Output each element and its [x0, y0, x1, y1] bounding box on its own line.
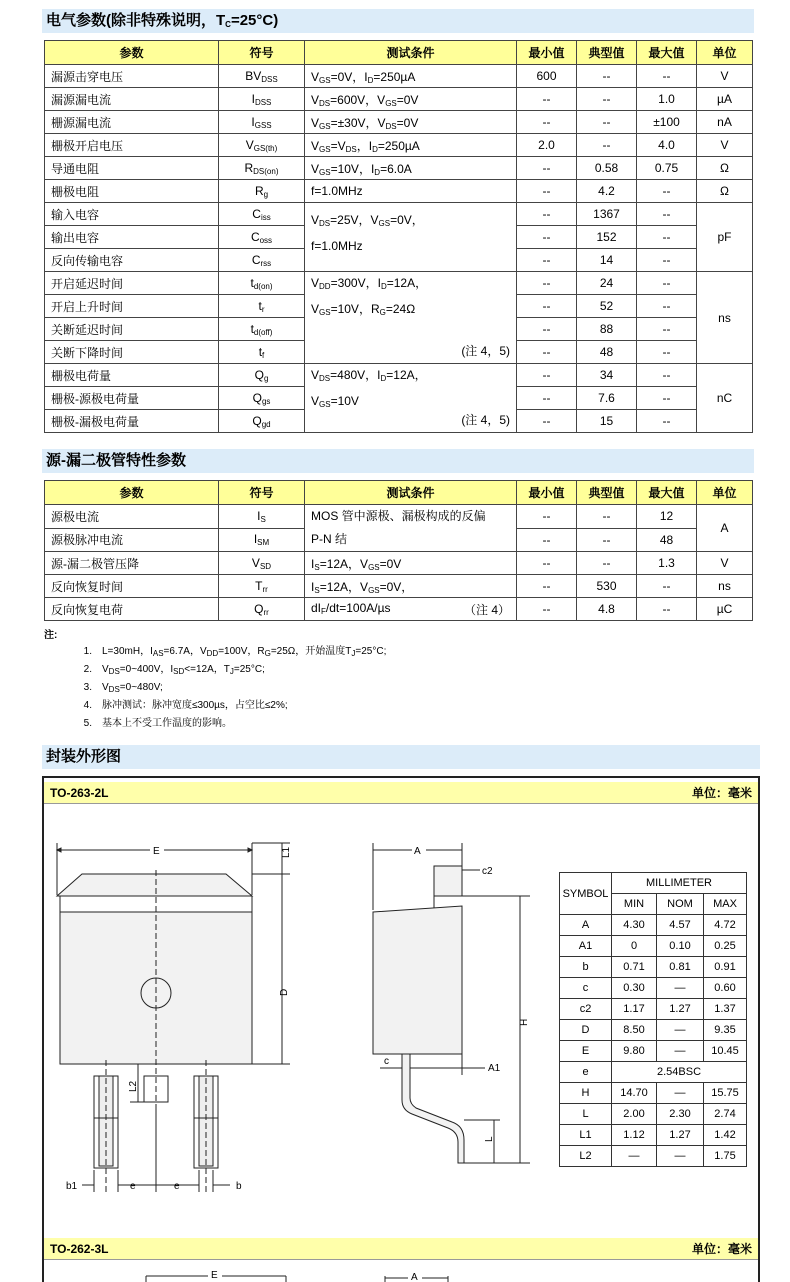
min-cell: -- — [517, 528, 577, 552]
typ-cell: 1367 — [577, 203, 637, 226]
dim-symbol: H — [560, 1083, 612, 1104]
symbol-cell: $t_f$ — [219, 341, 305, 364]
label-L2: L2 — [128, 1080, 139, 1092]
dim-value: 2.74 — [704, 1104, 747, 1125]
dim-symbol: c — [560, 978, 612, 999]
unit-cell: Ω — [697, 157, 753, 180]
dim-symbol: L — [560, 1104, 612, 1125]
min-cell: -- — [517, 552, 577, 575]
param-cell: 栅源漏电流 — [45, 111, 219, 134]
min-cell: -- — [517, 272, 577, 295]
param-cell: 栅极-源极电荷量 — [45, 387, 219, 410]
header-typ: 典型值 — [577, 481, 637, 505]
title-end: =25°C) — [230, 12, 279, 29]
max-cell: -- — [637, 272, 697, 295]
typ-cell: 24 — [577, 272, 637, 295]
dim-value: 1.27 — [657, 1125, 704, 1146]
dim-value: 9.35 — [704, 1020, 747, 1041]
dim-value: 4.72 — [704, 915, 747, 936]
param-cell: 漏源击穿电压 — [45, 65, 219, 88]
symbol-cell: $I_{SM}$ — [219, 528, 305, 552]
condition-cell: $V_{DS}=25V$，$V_{GS}=0V$， f=1.0MHz — [305, 203, 517, 272]
max-cell: -- — [637, 341, 697, 364]
param-cell: 开启延迟时间 — [45, 272, 219, 295]
unit-cell: V — [697, 552, 753, 575]
dim-value: 0.81 — [657, 957, 704, 978]
min-cell: -- — [517, 410, 577, 433]
unit-cell: nA — [697, 111, 753, 134]
min-cell: -- — [517, 88, 577, 111]
label-e-1: e — [130, 1181, 136, 1192]
min-cell: -- — [517, 226, 577, 249]
min-cell: -- — [517, 364, 577, 387]
symbol-cell: $V_{SD}$ — [219, 552, 305, 575]
unit-cell: µC — [697, 598, 753, 621]
label-E-2: E — [211, 1270, 218, 1281]
dim-value: 1.42 — [704, 1125, 747, 1146]
unit-cell: nC — [697, 364, 753, 433]
max-cell: 1.0 — [637, 88, 697, 111]
max-cell: -- — [637, 65, 697, 88]
label-E: E — [153, 846, 160, 857]
param-cell: 源极电流 — [45, 505, 219, 529]
condition-cell: $I_S=12A$，$V_{GS}=0V$ — [305, 552, 517, 575]
param-cell: 漏源漏电流 — [45, 88, 219, 111]
dim-value: — — [657, 1041, 704, 1062]
unit-cell: µA — [697, 88, 753, 111]
header-unit: 单位 — [697, 41, 753, 65]
min-cell: -- — [517, 575, 577, 598]
label-b1: b1 — [66, 1181, 78, 1192]
dim-value: 1.17 — [612, 999, 657, 1020]
label-e-2: e — [174, 1181, 180, 1192]
max-cell: 1.3 — [637, 552, 697, 575]
dim-value: 9.80 — [612, 1041, 657, 1062]
max-cell: 0.75 — [637, 157, 697, 180]
dim-value: 2.30 — [657, 1104, 704, 1125]
unit-cell: V — [697, 65, 753, 88]
label-L: L — [484, 1136, 495, 1142]
param-cell: 反向恢复电荷 — [45, 598, 219, 621]
dim-value: 2.54BSC — [612, 1062, 747, 1083]
typ-cell: -- — [577, 65, 637, 88]
dim-header-min: MIN — [612, 894, 657, 915]
pkg2-name: TO-262-3L — [50, 1242, 109, 1256]
dim-symbol: e — [560, 1062, 612, 1083]
typ-cell: -- — [577, 111, 637, 134]
note-item: 3. $V_{DS}=0\sim 480V$; — [83, 682, 163, 694]
condition-cell: $V_{DD}=300V$，$I_D=12A$， $V_{GS}=10V$，$R_G=24\Omega$ (注 4，5) — [305, 272, 517, 364]
max-cell: 48 — [637, 528, 697, 552]
param-cell: 导通电阻 — [45, 157, 219, 180]
header-max: 最大值 — [637, 481, 697, 505]
header-symbol: 符号 — [219, 481, 305, 505]
dim-header-mm: MILLIMETER — [612, 873, 747, 894]
note-item: 5. 基本上不受工作温度的影响。 — [83, 718, 232, 729]
label-A: A — [414, 846, 421, 857]
param-cell: 源-漏二极管压降 — [45, 552, 219, 575]
symbol-cell: $Q_{rr}$ — [219, 598, 305, 621]
min-cell: -- — [517, 180, 577, 203]
condition-cell: $V_{DS}=600V$，$V_{GS}=0V$ — [305, 88, 517, 111]
dim-value: 14.70 — [612, 1083, 657, 1104]
dim-value: — — [612, 1146, 657, 1167]
param-cell: 关断下降时间 — [45, 341, 219, 364]
dim-value: 0 — [612, 936, 657, 957]
dim-value: 10.45 — [704, 1041, 747, 1062]
dim-symbol: D — [560, 1020, 612, 1041]
symbol-cell: $t_r$ — [219, 295, 305, 318]
condition-cell: MOS 管中源极、漏极构成的反偏 P-N 结 — [305, 505, 517, 552]
symbol-cell: $Q_g$ — [219, 364, 305, 387]
param-cell: 栅极电荷量 — [45, 364, 219, 387]
unit-cell: ns — [697, 575, 753, 598]
condition-cell: $V_{GS}=0V$，$I_D=250\mu A$ — [305, 65, 517, 88]
param-cell: 输出电容 — [45, 226, 219, 249]
dim-header-symbol: SYMBOL — [560, 873, 612, 915]
symbol-cell: $C_{iss}$ — [219, 203, 305, 226]
dim-row — [560, 978, 747, 999]
symbol-cell: $I_{GSS}$ — [219, 111, 305, 134]
min-cell: -- — [517, 387, 577, 410]
dim-symbol: c2 — [560, 999, 612, 1020]
header-max: 最大值 — [637, 41, 697, 65]
max-cell: -- — [637, 598, 697, 621]
max-cell: -- — [637, 575, 697, 598]
param-cell: 栅极-漏极电荷量 — [45, 410, 219, 433]
max-cell: 12 — [637, 505, 697, 529]
header-param: 参数 — [45, 481, 219, 505]
max-cell: -- — [637, 226, 697, 249]
dim-value: — — [657, 1146, 704, 1167]
max-cell: ±100 — [637, 111, 697, 134]
typ-cell: 0.58 — [577, 157, 637, 180]
dim-row — [560, 1125, 747, 1146]
typ-cell: -- — [577, 528, 637, 552]
condition-cell: $dI_F/dt=100A/\mu s$ （注 4） — [305, 598, 517, 621]
param-cell: 源极脉冲电流 — [45, 528, 219, 552]
dim-value: 0.30 — [612, 978, 657, 999]
min-cell: -- — [517, 295, 577, 318]
symbol-cell: $t_{d(off)}$ — [219, 318, 305, 341]
dim-value: 1.37 — [704, 999, 747, 1020]
max-cell: -- — [637, 410, 697, 433]
param-cell: 反向传输电容 — [45, 249, 219, 272]
param-cell: 开启上升时间 — [45, 295, 219, 318]
dim-value: 1.27 — [657, 999, 704, 1020]
title-sub: C — [225, 20, 231, 29]
typ-cell: -- — [577, 134, 637, 157]
header-condition: 测试条件 — [305, 41, 517, 65]
header-min: 最小值 — [517, 481, 577, 505]
dim-value: 1.75 — [704, 1146, 747, 1167]
label-c2: c2 — [482, 866, 493, 877]
condition-cell: $V_{DS}=480V$，$I_D=12A$， $V_{GS}=10V$ (注 4，5) — [305, 364, 517, 433]
typ-cell: 34 — [577, 364, 637, 387]
param-cell: 关断延迟时间 — [45, 318, 219, 341]
max-cell: 4.0 — [637, 134, 697, 157]
header-condition: 测试条件 — [305, 481, 517, 505]
symbol-cell: $R_g$ — [219, 180, 305, 203]
dimension-table — [559, 872, 747, 1167]
symbol-cell: $T_{rr}$ — [219, 575, 305, 598]
unit-cell: Ω — [697, 180, 753, 203]
min-cell: -- — [517, 111, 577, 134]
header-min: 最小值 — [517, 41, 577, 65]
dim-symbol: L1 — [560, 1125, 612, 1146]
param-cell: 反向恢复时间 — [45, 575, 219, 598]
dim-header-max: MAX — [704, 894, 747, 915]
label-A1: A1 — [488, 1063, 501, 1074]
dim-row — [560, 1083, 747, 1104]
symbol-cell: $R_{DS(on)}$ — [219, 157, 305, 180]
pkg1-name: TO-263-2L — [50, 786, 109, 800]
dim-symbol: L2 — [560, 1146, 612, 1167]
symbol-cell: $BV_{DSS}$ — [219, 65, 305, 88]
dim-row — [560, 1104, 747, 1125]
typ-cell: 52 — [577, 295, 637, 318]
max-cell: -- — [637, 249, 697, 272]
dim-row — [560, 1062, 747, 1083]
symbol-cell: $I_{DSS}$ — [219, 88, 305, 111]
notes-heading: 注: — [44, 630, 58, 641]
dim-row — [560, 1146, 747, 1167]
diode-section-title: 源-漏二极管特性参数 — [42, 449, 754, 473]
typ-cell: 4.2 — [577, 180, 637, 203]
typ-cell: 4.8 — [577, 598, 637, 621]
param-cell: 栅极开启电压 — [45, 134, 219, 157]
typ-cell: 152 — [577, 226, 637, 249]
condition-cell: $I_S=12A$，$V_{GS}=0V$， — [305, 575, 517, 598]
label-A-2: A — [411, 1272, 418, 1282]
dim-value: 0.25 — [704, 936, 747, 957]
dim-value: 0.71 — [612, 957, 657, 978]
dim-value: 1.12 — [612, 1125, 657, 1146]
symbol-cell: $V_{GS(th)}$ — [219, 134, 305, 157]
dim-value: — — [657, 978, 704, 999]
typ-cell: 15 — [577, 410, 637, 433]
dim-row — [560, 936, 747, 957]
unit-cell: A — [697, 505, 753, 552]
typ-cell: 88 — [577, 318, 637, 341]
condition-cell: $V_{GS}=10V$，$I_D=6.0A$ — [305, 157, 517, 180]
symbol-cell: $C_{oss}$ — [219, 226, 305, 249]
header-typ: 典型值 — [577, 41, 637, 65]
package-section-title: 封装外形图 — [42, 745, 760, 769]
unit-cell: ns — [697, 272, 753, 364]
note-item: 4. 脉冲测试：脉冲宽度≤300µs，占空比≤2%; — [83, 700, 288, 711]
pkg1-unit: 单位：毫米 — [691, 786, 752, 800]
max-cell: -- — [637, 318, 697, 341]
min-cell: -- — [517, 203, 577, 226]
param-cell: 栅极电阻 — [45, 180, 219, 203]
min-cell: -- — [517, 598, 577, 621]
typ-cell: 48 — [577, 341, 637, 364]
dim-value: 15.75 — [704, 1083, 747, 1104]
dim-row — [560, 999, 747, 1020]
min-cell: -- — [517, 341, 577, 364]
header-param: 参数 — [45, 41, 219, 65]
dim-symbol: A — [560, 915, 612, 936]
dim-value: — — [657, 1083, 704, 1104]
unit-cell: pF — [697, 203, 753, 272]
condition-cell: f=1.0MHz — [305, 180, 517, 203]
unit-cell: V — [697, 134, 753, 157]
condition-cell: $V_{GS}=\pm 30V$，$V_{DS}=0V$ — [305, 111, 517, 134]
typ-cell: -- — [577, 552, 637, 575]
dim-row — [560, 957, 747, 978]
dim-header-nom: NOM — [657, 894, 704, 915]
typ-cell: 530 — [577, 575, 637, 598]
dim-row — [560, 1041, 747, 1062]
min-cell: -- — [517, 157, 577, 180]
min-cell: -- — [517, 318, 577, 341]
max-cell: -- — [637, 203, 697, 226]
dim-value: 8.50 — [612, 1020, 657, 1041]
pkg2-unit: 单位：毫米 — [691, 1242, 752, 1256]
min-cell: 600 — [517, 65, 577, 88]
typ-cell: -- — [577, 505, 637, 529]
note-item: 2. $V_{DS}=0\sim 400V$，$I_{SD}<=12A$，$T_J=25^\circ C$; — [83, 664, 265, 676]
max-cell: -- — [637, 295, 697, 318]
dim-value: 4.30 — [612, 915, 657, 936]
typ-cell: -- — [577, 88, 637, 111]
dim-row — [560, 1020, 747, 1041]
max-cell: -- — [637, 364, 697, 387]
typ-cell: 7.6 — [577, 387, 637, 410]
symbol-cell: $t_{d(on)}$ — [219, 272, 305, 295]
label-c: c — [384, 1056, 389, 1067]
dim-value: 0.91 — [704, 957, 747, 978]
symbol-cell: $C_{rss}$ — [219, 249, 305, 272]
min-cell: -- — [517, 249, 577, 272]
dim-symbol: A1 — [560, 936, 612, 957]
title-text: 电气参数(除非特殊说明，T — [46, 12, 226, 29]
dim-symbol: b — [560, 957, 612, 978]
dim-value: 2.00 — [612, 1104, 657, 1125]
label-b: b — [236, 1181, 242, 1192]
min-cell: 2.0 — [517, 134, 577, 157]
dim-row — [560, 915, 747, 936]
param-cell: 输入电容 — [45, 203, 219, 226]
header-unit: 单位 — [697, 481, 753, 505]
header-symbol: 符号 — [219, 41, 305, 65]
symbol-cell: $Q_{gs}$ — [219, 387, 305, 410]
dim-value: — — [657, 1020, 704, 1041]
dim-value: 0.10 — [657, 936, 704, 957]
symbol-cell: $Q_{gd}$ — [219, 410, 305, 433]
note-item: 1. L=30mH，$I_{AS}=6.7A$，$V_{DD}=100V$，$R_G=25\Omega$，开始温度$T_J=25^\circ C$; — [83, 646, 387, 658]
max-cell: -- — [637, 180, 697, 203]
symbol-cell: $I_S$ — [219, 505, 305, 529]
dim-value: 4.57 — [657, 915, 704, 936]
dim-symbol: E — [560, 1041, 612, 1062]
label-H: H — [519, 1018, 530, 1026]
min-cell: -- — [517, 505, 577, 529]
dim-value: 0.60 — [704, 978, 747, 999]
max-cell: -- — [637, 387, 697, 410]
label-D: D — [279, 988, 290, 996]
typ-cell: 14 — [577, 249, 637, 272]
label-L1: L1 — [281, 846, 292, 858]
condition-cell: $V_{GS}=V_{DS}$，$I_D=250\mu A$ — [305, 134, 517, 157]
